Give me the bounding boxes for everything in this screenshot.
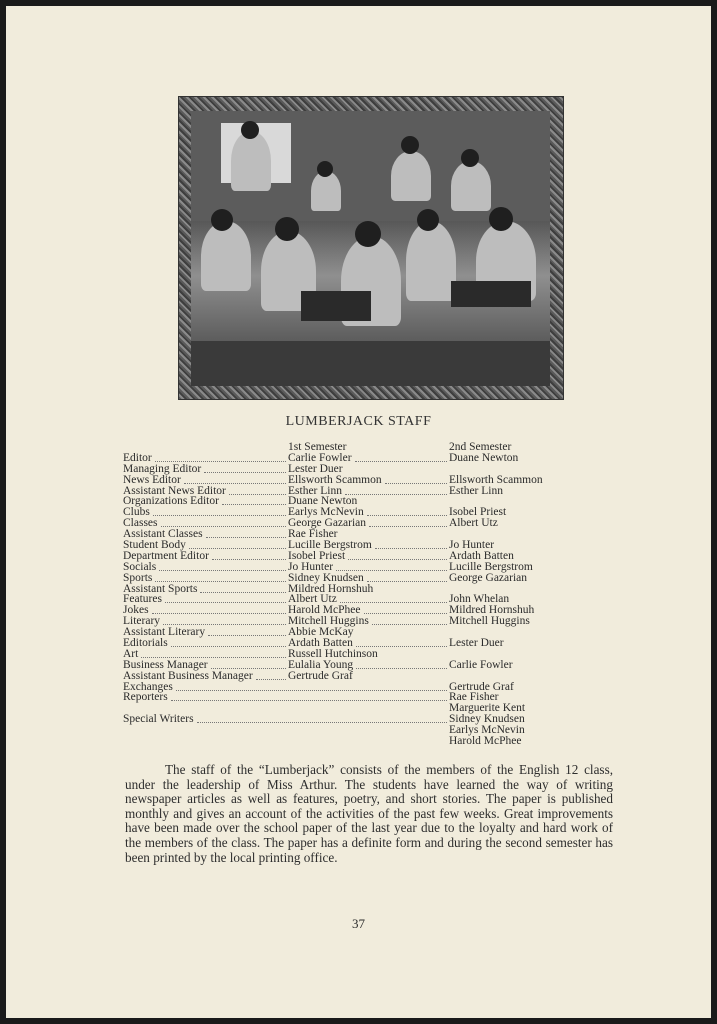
staff-description bbox=[125, 763, 613, 865]
class-photo bbox=[191, 111, 550, 386]
staff-second-semester: Lucille Bergstrom bbox=[449, 560, 533, 573]
header-first-semester: 1st Semester bbox=[288, 441, 347, 453]
dotted-leader bbox=[208, 627, 286, 636]
dotted-leader bbox=[367, 507, 447, 516]
dotted-leader bbox=[152, 605, 286, 614]
staff-first-semester: Lucille Bergstrom bbox=[288, 539, 372, 552]
staff-role: Assistant Literary bbox=[123, 626, 206, 639]
dotted-leader bbox=[348, 551, 447, 560]
staff-role: Reporters bbox=[123, 691, 168, 704]
staff-first-semester: Lester Duer bbox=[288, 462, 343, 475]
staff-second-semester: Lester Duer bbox=[449, 637, 504, 650]
staff-role: Socials bbox=[123, 560, 157, 573]
staff-role: Jokes bbox=[123, 604, 149, 617]
staff-second-semester: Earlys McNevin bbox=[449, 724, 525, 737]
staff-row bbox=[123, 573, 593, 584]
staff-first-semester: Albert Utz bbox=[288, 593, 337, 606]
dotted-leader bbox=[369, 518, 447, 527]
staff-second-semester: Gertrude Graf bbox=[449, 680, 514, 693]
dotted-leader bbox=[222, 496, 286, 505]
staff-second-semester: Harold McPhee bbox=[449, 735, 522, 748]
staff-first-semester: Harold McPhee bbox=[288, 604, 361, 617]
staff-role: Assistant News Editor bbox=[123, 484, 226, 497]
dotted-leader bbox=[159, 562, 286, 571]
staff-first-semester: Carlie Fowler bbox=[288, 451, 352, 464]
staff-role: Assistant Business Manager bbox=[123, 669, 253, 682]
staff-role: Clubs bbox=[123, 506, 150, 519]
staff-title: LUMBERJACK STAFF bbox=[285, 414, 432, 429]
staff-role: Sports bbox=[123, 571, 153, 584]
staff-role: Features bbox=[123, 593, 162, 606]
staff-role: Special Writers bbox=[123, 713, 194, 726]
staff-first-semester: Isobel Priest bbox=[288, 549, 346, 562]
dotted-leader bbox=[197, 714, 447, 723]
dotted-leader bbox=[206, 529, 286, 538]
dotted-leader bbox=[153, 507, 286, 516]
dotted-leader bbox=[345, 486, 447, 495]
dotted-leader bbox=[165, 594, 286, 603]
dotted-leader bbox=[256, 671, 286, 680]
staff-first-semester: Jo Hunter bbox=[288, 560, 334, 573]
dotted-leader bbox=[176, 682, 447, 691]
dotted-leader bbox=[189, 540, 286, 549]
staff-first-semester: Esther Linn bbox=[288, 484, 342, 497]
dotted-leader bbox=[171, 692, 447, 701]
dotted-leader bbox=[163, 616, 286, 625]
staff-role: Art bbox=[123, 647, 139, 660]
staff-first-semester: Ellsworth Scammon bbox=[288, 473, 382, 486]
staff-first-semester: Sidney Knudsen bbox=[288, 571, 364, 584]
staff-first-semester: Rae Fisher bbox=[288, 528, 338, 541]
staff-role: Classes bbox=[123, 517, 158, 530]
staff-role: Organizations Editor bbox=[123, 495, 219, 508]
dotted-leader bbox=[200, 584, 286, 593]
staff-role: Student Body bbox=[123, 539, 186, 552]
dotted-leader bbox=[336, 562, 447, 571]
staff-second-semester: Mildred Hornshuh bbox=[449, 604, 535, 617]
staff-second-semester: Rae Fisher bbox=[449, 691, 499, 704]
staff-header-row bbox=[123, 442, 593, 453]
staff-first-semester: Gertrude Graf bbox=[288, 669, 353, 682]
page-number: 37 bbox=[352, 916, 365, 931]
staff-role: Department Editor bbox=[123, 549, 209, 562]
staff-role: Business Manager bbox=[123, 658, 208, 671]
dotted-leader bbox=[385, 475, 447, 484]
dotted-leader bbox=[375, 540, 447, 549]
dotted-leader bbox=[155, 573, 286, 582]
dotted-leader bbox=[356, 638, 447, 647]
dotted-leader bbox=[211, 660, 286, 669]
staff-first-semester: Duane Newton bbox=[288, 495, 358, 508]
staff-row bbox=[123, 682, 593, 693]
staff-role: Managing Editor bbox=[123, 462, 202, 475]
staff-second-semester: Albert Utz bbox=[449, 517, 498, 530]
staff-first-semester: Mitchell Huggins bbox=[288, 615, 369, 628]
staff-first-semester: Eulalia Young bbox=[288, 658, 354, 671]
staff-row bbox=[123, 584, 593, 595]
staff-role: Literary bbox=[123, 615, 161, 628]
staff-second-semester: Mitchell Huggins bbox=[449, 615, 530, 628]
staff-role: Assistant Sports bbox=[123, 582, 198, 595]
dotted-leader bbox=[340, 594, 447, 603]
description-paragraph: The staff of the “Lumberjack” consists of the members of the English 12 class, under the leadership of Miss Arthur. The students have learned the way of writing newspaper articles as well as features, poetry, and short stories. The paper is published monthly and gives an account of the activities of the past few weeks. Great improvements have been made over the school paper of the last year due to the loyalty and hard work of the members of the class. The paper has a definite form and during the second semester has been printed by the local printing office. bbox=[125, 762, 613, 865]
dotted-leader bbox=[212, 551, 286, 560]
staff-row bbox=[123, 627, 593, 638]
staff-row bbox=[123, 475, 593, 486]
dotted-leader bbox=[364, 605, 447, 614]
staff-table bbox=[123, 442, 593, 747]
staff-second-semester: Esther Linn bbox=[449, 484, 503, 497]
staff-second-semester: Marguerite Kent bbox=[449, 702, 526, 715]
staff-first-semester: Earlys McNevin bbox=[288, 506, 364, 519]
staff-first-semester: George Gazarian bbox=[288, 517, 367, 530]
staff-second-semester: Carlie Fowler bbox=[449, 658, 513, 671]
dotted-leader bbox=[355, 453, 447, 462]
dotted-leader bbox=[155, 453, 286, 462]
dotted-leader bbox=[141, 649, 286, 658]
staff-role: Assistant Classes bbox=[123, 528, 203, 541]
staff-first-semester: Russell Hutchinson bbox=[288, 647, 378, 660]
staff-role: Exchanges bbox=[123, 680, 173, 693]
dotted-leader bbox=[161, 518, 286, 527]
dotted-leader bbox=[356, 660, 447, 669]
staff-second-semester: George Gazarian bbox=[449, 571, 528, 584]
staff-role: Editor bbox=[123, 451, 152, 464]
staff-second-semester: Ellsworth Scammon bbox=[449, 473, 543, 486]
staff-second-semester: Jo Hunter bbox=[449, 539, 495, 552]
dotted-leader bbox=[372, 616, 447, 625]
dotted-leader bbox=[367, 573, 447, 582]
staff-second-semester: Ardath Batten bbox=[449, 549, 514, 562]
staff-role: News Editor bbox=[123, 473, 181, 486]
staff-first-semester: Abbie McKay bbox=[288, 626, 354, 639]
staff-row bbox=[123, 736, 593, 747]
dotted-leader bbox=[204, 464, 286, 473]
staff-second-semester: John Whelan bbox=[449, 593, 510, 606]
staff-row bbox=[123, 671, 593, 682]
header-second-semester: 2nd Semester bbox=[449, 441, 512, 453]
staff-first-semester: Mildred Hornshuh bbox=[288, 582, 374, 595]
staff-role: Editorials bbox=[123, 637, 168, 650]
photo-frame bbox=[178, 96, 564, 400]
dotted-leader bbox=[171, 638, 286, 647]
staff-first-semester: Ardath Batten bbox=[288, 637, 353, 650]
staff-second-semester: Duane Newton bbox=[449, 451, 519, 464]
dotted-leader bbox=[229, 486, 286, 495]
staff-second-semester: Sidney Knudsen bbox=[449, 713, 525, 726]
staff-row bbox=[123, 725, 593, 736]
staff-second-semester: Isobel Priest bbox=[449, 506, 507, 519]
yearbook-page bbox=[6, 6, 711, 1018]
dotted-leader bbox=[184, 475, 286, 484]
